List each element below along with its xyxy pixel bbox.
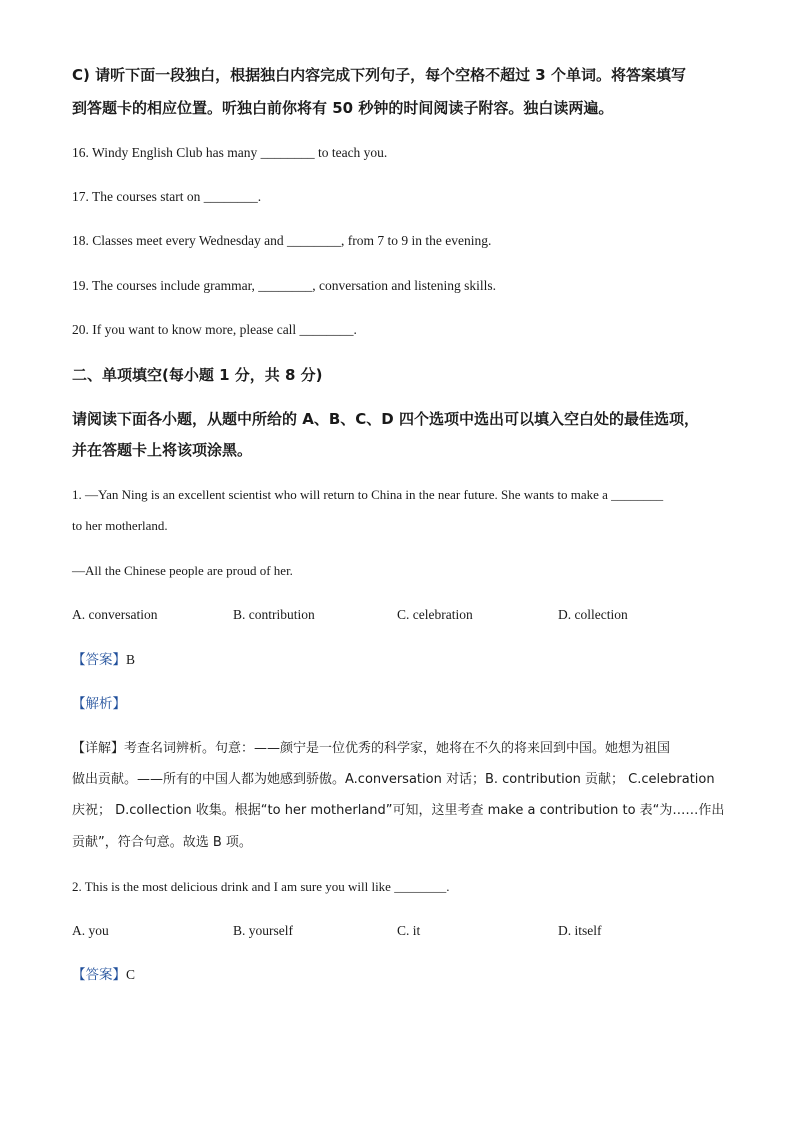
question-1-stem-line1: 1. —Yan Ning is an excellent scientist who will return to China in the near future. She wants to make a ________ <box>72 487 664 502</box>
question-19: 19. The courses include grammar, ________, conversation and listening skills. <box>72 278 497 293</box>
question-1-answer <box>72 651 135 669</box>
section-2-instruction-line2: 并在答题卡上将该项涂黑。 <box>72 441 253 459</box>
question-2-answer <box>72 966 135 984</box>
section-2-heading: 二、单项填空(每小题 1 分，共 8 分) <box>72 366 323 384</box>
question-1-option-c: C. celebration <box>397 607 473 622</box>
question-2-option-c: C. it <box>397 923 421 938</box>
section-2-instruction-line1: 请阅读下面各小题，从题中所给的 A、B、C、D 四个选项中选出可以填入空白处的最佳选项， <box>72 410 699 428</box>
question-2-stem: 2. This is the most delicious drink and I am sure you will like ________. <box>72 879 450 894</box>
answer-value: B <box>126 652 136 667</box>
answer-value: C <box>126 967 136 982</box>
section-c-instruction-line2: 到答题卡的相应位置。听独白前你将有 50 秒钟的时间阅读子附容。独白读两遍。 <box>72 99 614 117</box>
question-1-detail-line4: 贡献”，符合句意。故选 B 项。 <box>72 835 252 850</box>
question-17: 17. The courses start on ________. <box>72 189 262 204</box>
question-1-detail-line2: 做出贡献。——所有的中国人都为她感到骄傲。A.conversation 对话；B. contribution 贡献； C.celebration <box>72 772 715 787</box>
section-c-instruction-line1: C) 请听下面一段独白，根据独白内容完成下列句子，每个空格不超过 3 个单词。将答案填写 <box>72 66 686 84</box>
question-18: 18. Classes meet every Wednesday and ________, from 7 to 9 in the evening. <box>72 233 492 248</box>
question-1-option-b: B. contribution <box>233 607 315 622</box>
question-1-detail-line3: 庆祝； D.collection 收集。根据“to her motherland”可知，这里考查 make a contribution to 表“为……作出 <box>72 803 725 818</box>
answer-tag: 【答案】 <box>72 652 126 668</box>
question-1-option-d: D. collection <box>558 607 628 622</box>
question-1-stem-line2: to her motherland. <box>72 518 168 533</box>
question-1-option-a: A. conversation <box>72 607 158 622</box>
question-2-option-a: A. you <box>72 923 109 938</box>
question-16: 16. Windy English Club has many ________ to teach you. <box>72 145 388 160</box>
question-1-reply: —All the Chinese people are proud of her. <box>72 563 293 578</box>
answer-tag: 【答案】 <box>72 967 126 983</box>
question-2-option-d: D. itself <box>558 923 602 938</box>
question-20: 20. If you want to know more, please call ________. <box>72 322 357 337</box>
question-1-detail-line1: 【详解】考查名词辨析。句意：——颜宁是一位优秀的科学家，她将在不久的将来回到中国。她想为祖国 <box>72 741 671 756</box>
question-1-analysis-tag: 【解析】 <box>72 696 126 712</box>
question-2-option-b: B. yourself <box>233 923 293 938</box>
